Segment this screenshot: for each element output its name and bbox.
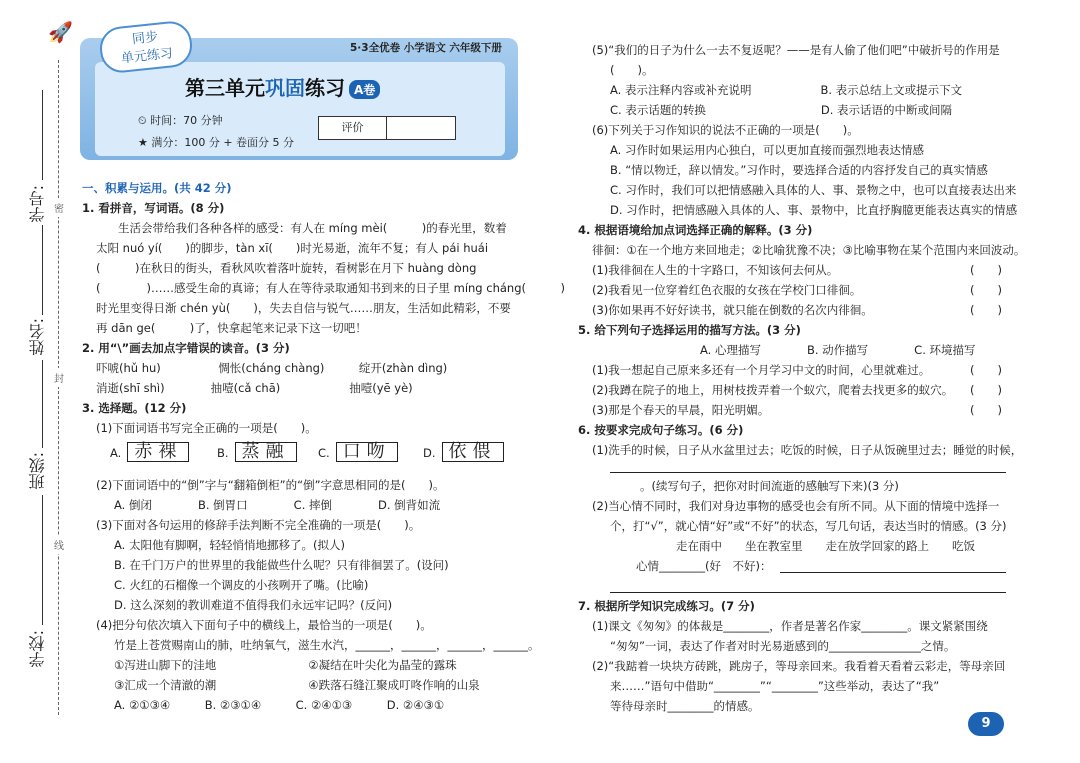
- q3-6-option: B. “情以物迁，辞以情发。”习作时，要选择合适的内容抒发自己的真实情感: [610, 163, 988, 177]
- q3-3-option: B. 在千门万户的世界里的我能做些什么呢？只有徘徊罢了。(设问): [114, 558, 449, 572]
- title-highlight: 巩固: [265, 76, 305, 100]
- choice-letter: C.: [318, 446, 330, 460]
- q6-1: (1)洗手的时候，日子从水盆里过去；吃饭的时候，日子从饭碗里过去；睡觉的时候，: [592, 443, 1023, 457]
- q3-6-option: C. 习作时，我们可以把情感融入具体的人、事、景物之中，也可以直接表达出来: [610, 183, 1017, 197]
- q6-2: (2)当心情不同时，我们对身边事物的感受也会有所不同。从下面的情境中选择一: [592, 499, 1000, 513]
- school-line: [42, 495, 43, 625]
- rocket-icon: 🚀: [48, 20, 73, 44]
- answer-paren[interactable]: ( ): [970, 303, 1002, 317]
- class-label: 班级:: [28, 452, 47, 490]
- q3-3-option: D. 这么深刻的教训难道不值得我们永远牢记吗？(反问): [114, 598, 393, 612]
- q7-2-end: 等待母亲时________的情感。: [610, 699, 760, 713]
- q1-line: ( )……感受生命的真谛；有人在等待录取通知书到来的日子里 míng cháng( ): [96, 281, 565, 295]
- q7-2: (2)“我踮着一块块方砖跳，跳房子，等母亲回来。我看着天看着云彩走，等母亲回: [592, 659, 1006, 673]
- title-version-badge: A卷: [349, 80, 380, 99]
- seal-feng: 封: [54, 368, 64, 387]
- question-3: 3. 选择题。(12 分): [82, 401, 187, 415]
- time-limit: ⏲ 时间：70 分钟: [138, 114, 223, 127]
- q3-4-sentence: 竹是上苍赏赐南山的肺，吐纳氧气，滋生水汽，______，______，______，______。: [114, 638, 540, 652]
- binding-dashed-line: [58, 60, 59, 715]
- question-4: 4. 根据语境给加点词选择正确的解释。(3 分): [578, 223, 813, 237]
- answer-paren[interactable]: ( ): [970, 263, 1002, 277]
- answer-paren[interactable]: ( ): [970, 363, 1002, 377]
- q7-1: (1)课文《匆匆》的体裁是________，作者是著名作家________。课文紧紧围绕: [592, 619, 988, 633]
- q3-3-option: C. 火红的石榴像一个调皮的小孩咧开了嘴。(比喻): [114, 578, 369, 592]
- q3-5: (5)“我们的日子为什么一去不复返呢？——是有人偷了他们吧”中破折号的作用是: [592, 43, 1000, 57]
- question-1: 1. 看拼音，写词语。(8 分): [82, 201, 225, 215]
- q5-methods: A. 心理描写 B. 动作描写 C. 环境描写: [700, 343, 976, 357]
- answer-line[interactable]: [610, 592, 1006, 593]
- section-heading: 一、积累与运用。(共 42 分): [82, 181, 232, 195]
- school-label: 学校:: [28, 630, 47, 668]
- book-series: 5·3全优卷 小学语文 六年级下册: [350, 42, 502, 54]
- choice-letter: D.: [423, 446, 436, 460]
- q3-5-options: A. 表示注释内容或补充说明 B. 表示总结上文或提示下文: [610, 83, 963, 97]
- choice-box-b[interactable]: [217, 442, 297, 462]
- q3-6: (6)下列关于习作知识的说法不正确的一项是( )。: [592, 123, 859, 137]
- q3-3-option: A. 太阳他有脚啊，轻轻悄悄地挪移了。(拟人): [114, 538, 345, 552]
- time-text: 时间：70 分钟: [150, 114, 223, 127]
- choice-box-d[interactable]: [423, 442, 504, 462]
- q3-4-options: A. ②①③④ B. ②③①④ C. ②④①③ D. ②④③①: [114, 698, 445, 712]
- q3-4-clause: ③汇成一个清澈的潮 ④跌落石缝江聚成叮咚作响的山泉: [114, 678, 480, 692]
- q3-2: (2)下面词语中的“倒”字与“翻箱倒柜”的“倒”字意思相同的是( )。: [96, 478, 445, 492]
- choice-letter: B.: [217, 446, 229, 460]
- class-line: [42, 360, 43, 448]
- badge-line-1: 同步: [131, 29, 159, 48]
- badge-line-2: 单元练习: [120, 46, 174, 67]
- choice-word: 蒸融: [235, 442, 297, 462]
- q3-2-options: A. 倒闭 B. 倒胃口 C. 摔倒 D. 倒背如流: [114, 498, 441, 512]
- score-text: 满分：100 分 + 卷面分 5 分: [151, 136, 295, 149]
- q3-4: (4)把分句依次填入下面句子中的横线上，最恰当的一项是( )。: [96, 618, 432, 632]
- seal-xian: 线: [54, 535, 64, 554]
- student-number-line: [42, 90, 43, 180]
- q7-2-cont: 来……”语句中借助“________”“________”这些举动，表达了“我”: [610, 679, 940, 693]
- q5-sentence: (1)我一想起自己原来多还有一个月学习中文的时间，心里就难过。: [592, 363, 931, 377]
- answer-paren[interactable]: ( ): [970, 403, 1002, 417]
- choice-box-a[interactable]: [110, 442, 189, 462]
- question-2: 2. 用“\”画去加点字错误的读音。(3 分): [82, 341, 290, 355]
- q1-line: 再 dān ge( )了，快拿起笔来记录下这一切吧！: [96, 321, 367, 335]
- answer-paren[interactable]: ( ): [970, 283, 1002, 297]
- choice-word: 依偎: [442, 442, 504, 462]
- q7-1-cont: “匆匆”一词，表达了作者对时光易逝感到的________________之情。: [610, 639, 956, 653]
- q3-5-paren: ( )。: [610, 63, 654, 77]
- question-6: 6. 按要求完成句子练习。(6 分): [578, 423, 744, 437]
- q3-6-option: A. 习作时如果运用内心独白，可以更加直接而强烈地表达情感: [610, 143, 924, 157]
- title-part: 练习: [305, 76, 345, 100]
- question-7: 7. 根据所学知识完成练习。(7 分): [578, 599, 755, 613]
- q1-line: 太阳 nuó yí( )的脚步，tàn xī( )时光易逝，流年不复；有人 pái huái: [96, 241, 489, 255]
- student-number-label: 学号:: [28, 185, 47, 223]
- q4-sentence: (2)我看见一位穿着红色衣服的女孩在学校门口徘徊。: [592, 283, 862, 297]
- q3-1: (1)下面词语书写完全正确的一项是( )。: [96, 421, 317, 435]
- q1-line: 时光里变得日渐 chén yù( )，失去自信与锐气……朋友，生活如此精彩，不要: [96, 301, 511, 315]
- q5-sentence: (2)我蹲在院子的地上，用树枝拨弄着一个蚁穴，爬着去找更多的蚁穴。: [592, 383, 954, 397]
- title-part: 第三单元: [185, 76, 265, 100]
- choice-box-c[interactable]: [318, 442, 398, 462]
- q6-2-cont: 个，打“√”，就心情“好”或“不好”的状态，写几句话，表达当时的情感。(3 分): [610, 519, 1007, 533]
- answer-paren[interactable]: ( ): [970, 383, 1002, 397]
- q3-4-clause: ①泻进山脚下的洼地 ②凝结在叶尖化为晶莹的露珠: [114, 658, 457, 672]
- q6-2-mood: 心情________(好 不好)：: [636, 559, 772, 573]
- answer-line[interactable]: [610, 472, 1006, 473]
- question-5: 5. 给下列句子选择运用的描写方法。(3 分): [578, 323, 801, 337]
- evaluation-box: [318, 116, 456, 140]
- q4-definition: 徘徊：①在一个地方来回地走；②比喻犹豫不决；③比喻事物在某个范围内来回波动。: [592, 243, 1026, 257]
- q4-sentence: (3)你如果再不好好读书，就只能在倒数的名次内徘徊。: [592, 303, 873, 317]
- choice-word: 口吻: [336, 442, 398, 462]
- page-number: 9: [968, 712, 1004, 736]
- seal-mi: 密: [54, 198, 64, 217]
- q1-line: 生活会带给我们各种各样的感受：有人在 míng mèi( )的春光里，数着: [118, 221, 507, 235]
- q4-sentence: (1)我徘徊在人生的十字路口，不知该何去何从。: [592, 263, 839, 277]
- q2-line: 消逝(shī shì) 抽噎(cǎ chā) 抽噎(yē yè): [96, 381, 413, 395]
- name-label: 姓名:: [28, 318, 47, 356]
- choice-letter: A.: [110, 446, 122, 460]
- page-title: [185, 72, 380, 101]
- choice-word: 赤裸: [127, 442, 189, 462]
- q1-line: ( )在秋日的街头，看秋风吹着落叶旋转，看树影在月下 huàng dòng: [96, 261, 477, 275]
- q5-sentence: (3)那是个春天的早晨，阳光明媚。: [592, 403, 770, 417]
- q3-3: (3)下面对各句运用的修辞手法判断不完全准确的一项是( )。: [96, 518, 421, 532]
- name-line: [42, 225, 43, 315]
- q6-1-instruction: 。(续写句子，把你对时间流逝的感触写下来)(3 分): [640, 479, 899, 493]
- full-score: ★ 满分：100 分 + 卷面分 5 分: [138, 136, 295, 149]
- q3-6-option: D. 习作时，把情感融入具体的人、事、景物中，比直抒胸臆更能表达真实的情感: [610, 203, 1018, 217]
- q6-2-scenarios: 走在雨中 坐在教室里 走在放学回家的路上 吃饭: [676, 539, 975, 553]
- q2-line: 吓唬(hǔ hu) 惆怅(cháng chàng) 绽开(zhàn dìng): [96, 361, 448, 375]
- evaluation-label: 评价: [319, 117, 387, 139]
- answer-line[interactable]: [780, 572, 1006, 573]
- q3-5-options: C. 表示话题的转换 D. 表示话语的中断或间隔: [610, 103, 953, 117]
